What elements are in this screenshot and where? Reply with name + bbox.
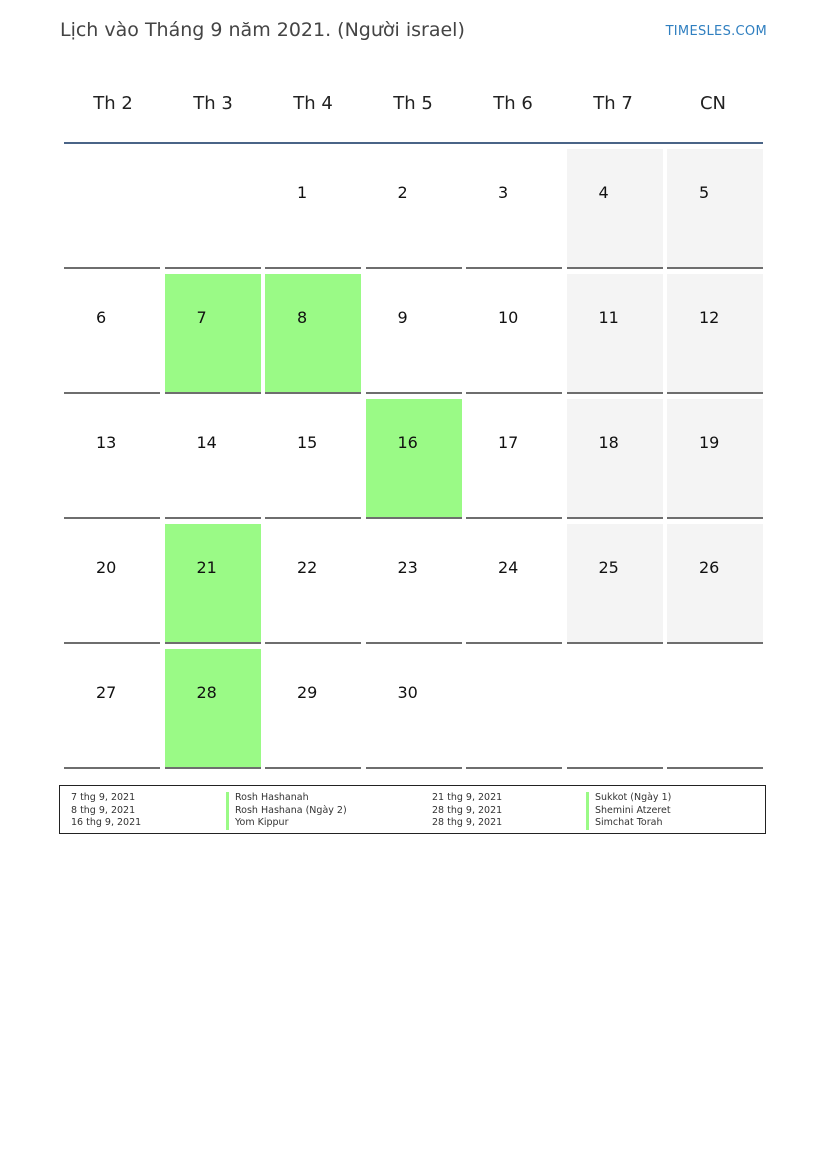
calendar-day-cell[interactable] — [567, 399, 663, 519]
day-number: 9 — [397, 308, 408, 327]
day-number: 13 — [96, 433, 117, 452]
calendar-day-cell[interactable] — [265, 649, 361, 769]
day-number: 17 — [498, 433, 519, 452]
calendar-day-cell[interactable] — [165, 649, 261, 769]
day-number: 11 — [598, 308, 619, 327]
legend-names-left — [226, 792, 347, 830]
calendar-day-cell[interactable] — [265, 399, 361, 519]
day-number: 19 — [699, 433, 720, 452]
day-number: 4 — [598, 183, 609, 202]
weekday-header-row — [63, 86, 763, 122]
calendar-day-cell[interactable] — [165, 274, 261, 394]
calendar-week-row — [64, 649, 764, 774]
calendar-day-cell[interactable] — [265, 274, 361, 394]
calendar-empty-cell — [667, 649, 763, 769]
legend-date: 8 thg 9, 2021 — [71, 804, 136, 816]
day-number: 16 — [397, 433, 418, 452]
day-number: 30 — [397, 683, 418, 702]
holiday-legend — [59, 785, 766, 834]
brand-link[interactable]: TIMESLES.COM — [665, 24, 767, 39]
calendar-day-cell[interactable] — [466, 274, 562, 394]
day-number: 21 — [196, 558, 217, 577]
calendar-day-cell[interactable] — [366, 274, 462, 394]
day-number: 10 — [498, 308, 519, 327]
calendar-day-cell[interactable] — [64, 274, 160, 394]
legend-holiday-name: Rosh Hashana (Ngày 2) — [226, 805, 347, 818]
weekday-label: Th 3 — [193, 93, 233, 114]
day-number: 6 — [96, 308, 107, 327]
day-number: 26 — [699, 558, 720, 577]
day-number: 29 — [297, 683, 318, 702]
calendar-day-cell[interactable] — [667, 524, 763, 644]
legend-date: 21 thg 9, 2021 — [432, 792, 503, 803]
legend-dates-right — [432, 792, 502, 830]
calendar-day-cell[interactable] — [667, 149, 763, 269]
day-number: 22 — [297, 558, 318, 577]
legend-dates-left — [71, 792, 141, 830]
legend-holiday-name: Yom Kippur — [226, 817, 347, 830]
legend-holiday-name: Simchat Torah — [586, 817, 671, 830]
calendar-day-cell[interactable] — [466, 399, 562, 519]
calendar-day-cell[interactable] — [165, 524, 261, 644]
day-number: 7 — [196, 308, 207, 327]
legend-date: 28 thg 9, 2021 — [432, 817, 503, 828]
calendar-day-cell[interactable] — [366, 649, 462, 769]
weekday-label: Th 4 — [293, 93, 333, 114]
calendar-day-cell[interactable] — [64, 399, 160, 519]
day-number: 5 — [699, 183, 710, 202]
calendar-day-cell[interactable] — [567, 524, 663, 644]
calendar-day-cell[interactable] — [567, 149, 663, 269]
day-number: 14 — [196, 433, 217, 452]
day-number: 25 — [598, 558, 619, 577]
calendar-empty-cell — [567, 649, 663, 769]
calendar-day-cell[interactable] — [466, 524, 562, 644]
calendar-week-row — [64, 399, 764, 524]
day-number: 1 — [297, 183, 308, 202]
day-number: 24 — [498, 558, 519, 577]
day-number: 3 — [498, 183, 509, 202]
calendar-day-cell[interactable] — [466, 149, 562, 269]
weekday-label: CN — [699, 93, 727, 114]
weekday-label: Th 7 — [593, 93, 633, 114]
day-number: 15 — [297, 433, 318, 452]
day-number: 2 — [397, 183, 408, 202]
calendar-day-cell[interactable] — [64, 649, 160, 769]
calendar-day-cell[interactable] — [64, 524, 160, 644]
legend-holiday-name: Rosh Hashanah — [226, 792, 347, 805]
calendar-day-cell[interactable] — [366, 399, 462, 519]
legend-names-right — [586, 792, 671, 830]
calendar-empty-cell — [165, 149, 261, 269]
legend-holiday-name: Sukkot (Ngày 1) — [586, 792, 671, 805]
day-number: 20 — [96, 558, 117, 577]
calendar-grid — [64, 149, 764, 774]
weekday-label: Th 6 — [493, 93, 533, 114]
calendar-week-row — [64, 274, 764, 399]
page-title: Lịch vào Tháng 9 năm 2021. (Người israel) — [60, 19, 465, 41]
calendar-week-row — [64, 149, 764, 274]
calendar-empty-cell — [64, 149, 160, 269]
day-number: 23 — [397, 558, 418, 577]
day-number: 28 — [196, 683, 217, 702]
weekday-label: Th 5 — [393, 93, 433, 114]
day-number: 18 — [598, 433, 619, 452]
legend-date: 16 thg 9, 2021 — [71, 817, 142, 828]
legend-date: 28 thg 9, 2021 — [432, 804, 503, 816]
calendar-day-cell[interactable] — [567, 274, 663, 394]
calendar-day-cell[interactable] — [366, 524, 462, 644]
weekday-label: Th 2 — [93, 93, 133, 114]
day-number: 27 — [96, 683, 117, 702]
calendar-day-cell[interactable] — [265, 149, 361, 269]
calendar-day-cell[interactable] — [165, 399, 261, 519]
legend-date: 7 thg 9, 2021 — [71, 792, 136, 803]
calendar-empty-cell — [466, 649, 562, 769]
day-number: 8 — [297, 308, 308, 327]
calendar-day-cell[interactable] — [366, 149, 462, 269]
calendar-day-cell[interactable] — [667, 274, 763, 394]
day-number: 12 — [699, 308, 720, 327]
calendar-day-cell[interactable] — [667, 399, 763, 519]
legend-holiday-name: Shemini Atzeret — [586, 805, 671, 818]
calendar-day-cell[interactable] — [265, 524, 361, 644]
calendar-week-row — [64, 524, 764, 649]
header-divider — [64, 142, 763, 144]
